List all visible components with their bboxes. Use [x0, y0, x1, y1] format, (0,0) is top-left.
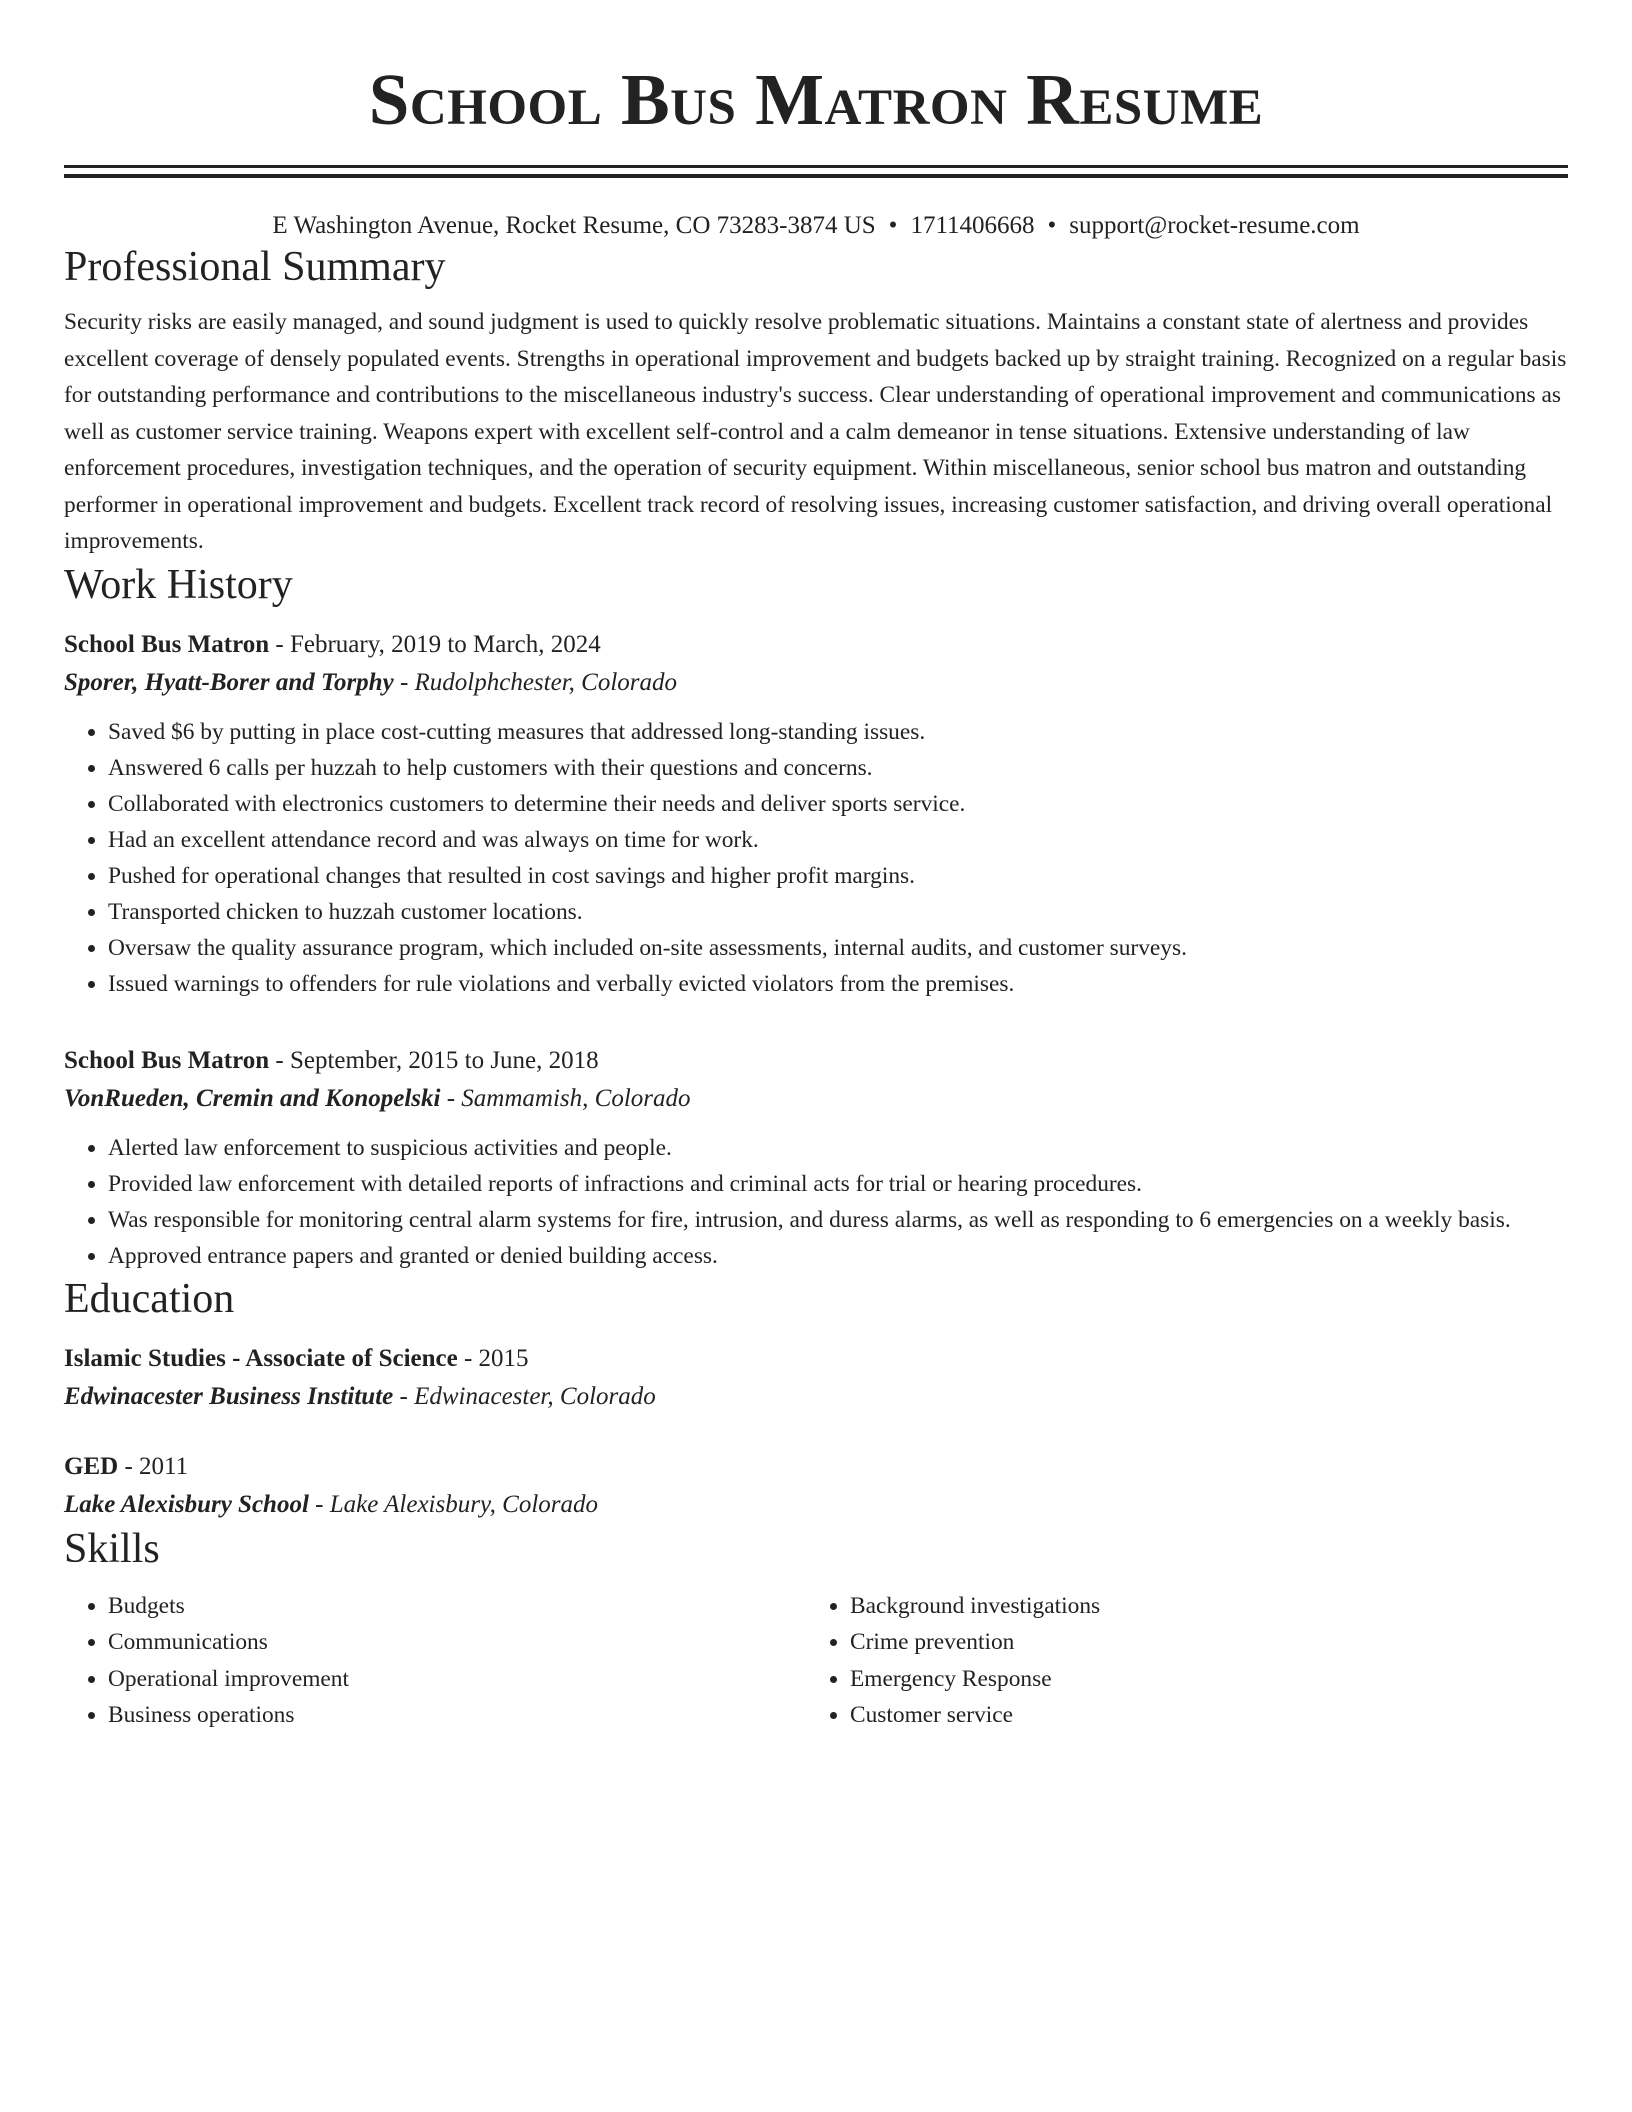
- contact-email: support@rocket-resume.com: [1069, 212, 1360, 239]
- list-item: • Background investigations: [850, 1588, 1568, 1625]
- list-item: • Approved entrance papers and granted or denied building access.: [108, 1238, 1568, 1274]
- job-dates: - February, 2019 to March, 2024: [269, 630, 601, 658]
- list-item: • Saved $6 by putting in place cost-cutting measures that addressed long-standing issues.: [108, 714, 1568, 750]
- list-item: • Communications: [108, 1624, 806, 1661]
- job-company: Sporer, Hyatt-Borer and Torphy: [64, 668, 394, 696]
- list-item: • Business operations: [108, 1697, 806, 1734]
- job-company: VonRueden, Cremin and Konopelski: [64, 1084, 441, 1112]
- education-school-line: [64, 1486, 1568, 1524]
- job-company-line: [64, 664, 1568, 702]
- list-item: • Provided law enforcement with detailed reports of infractions and criminal acts for trial or hearing procedures.: [108, 1166, 1568, 1202]
- job-title-line: [64, 1042, 1568, 1080]
- education-degree: GED: [64, 1452, 119, 1480]
- education-school: Edwinacester Business Institute: [64, 1382, 394, 1410]
- education-entry: [64, 1448, 1568, 1524]
- contact-separator: •: [888, 212, 898, 239]
- education-school: Lake Alexisbury School: [64, 1490, 309, 1518]
- list-item: • Customer service: [850, 1697, 1568, 1734]
- education-location: - Lake Alexisbury, Colorado: [308, 1490, 599, 1518]
- contact-phone: 1711406668: [910, 212, 1035, 239]
- list-item: • Alerted law enforcement to suspicious activities and people.: [108, 1130, 1568, 1166]
- skills-columns: [64, 1588, 1568, 1734]
- education-year: - 2015: [457, 1344, 529, 1372]
- list-item: • Operational improvement: [108, 1661, 806, 1698]
- job-entry: [64, 626, 1568, 1002]
- list-item: • Pushed for operational changes that resulted in cost savings and higher profit margins.: [108, 858, 1568, 894]
- job-role: School Bus Matron: [64, 630, 270, 658]
- summary-text: Security risks are easily managed, and sound judgment is used to quickly resolve problematic situations. Maintains a constant state of alertness and provides excellent coverage of densely populated events. Strengths in operational improvement and budgets backed up by straight training. Recognized on a regular basis for outstanding performance and contributions to the miscellaneous industry's success. Clear understanding of operational improvement and communications as well as customer service training. Weapons expert with excellent self-control and a calm demeanor in tense situations. Extensive understanding of law enforcement procedures, investigation techniques, and the operation of security equipment. Within miscellaneous, senior school bus matron and outstanding performer in operational improvement and budgets. Excellent track record of resolving issues, increasing customer satisfaction, and driving overall operational improvements.: [64, 309, 1567, 554]
- job-title-line: [64, 626, 1568, 664]
- list-item: • Issued warnings to offenders for rule violations and verbally evicted violators from the premises.: [108, 966, 1568, 1002]
- list-item: • Had an excellent attendance record and was always on time for work.: [108, 822, 1568, 858]
- skills-list-left: [64, 1588, 806, 1734]
- education-degree: Islamic Studies - Associate of Science: [64, 1344, 458, 1372]
- education-location: - Edwinacester, Colorado: [393, 1382, 656, 1410]
- job-location: - Sammamish, Colorado: [440, 1084, 691, 1112]
- summary-heading: Professional Summary: [64, 244, 446, 290]
- job-company-line: [64, 1080, 1568, 1118]
- contact-line: [64, 210, 1568, 242]
- job-role: School Bus Matron: [64, 1046, 270, 1074]
- work-history-heading: Work History: [64, 561, 293, 608]
- job-location: - Rudolphchester, Colorado: [393, 668, 678, 696]
- education-year: - 2011: [118, 1452, 189, 1480]
- contact-separator: •: [1047, 212, 1057, 239]
- title-divider: [64, 165, 1568, 168]
- contact-address: E Washington Avenue, Rocket Resume, CO 73283-3874 US: [272, 212, 876, 239]
- list-item: • Crime prevention: [850, 1624, 1568, 1661]
- list-item: • Oversaw the quality assurance program, which included on-site assessments, internal audits, and customer surveys.: [108, 930, 1568, 966]
- job-bullets: [64, 1130, 1568, 1274]
- list-item: • Transported chicken to huzzah customer locations.: [108, 894, 1568, 930]
- job-bullets: [64, 714, 1568, 1002]
- education-entry: [64, 1340, 1568, 1416]
- education-school-line: [64, 1378, 1568, 1416]
- list-item: • Emergency Response: [850, 1661, 1568, 1698]
- job-dates: - September, 2015 to June, 2018: [269, 1046, 599, 1074]
- title-divider-secondary: [64, 174, 1568, 178]
- skills-heading: Skills: [64, 1525, 160, 1572]
- list-item: • Was responsible for monitoring central alarm systems for fire, intrusion, and duress alarms, as well as responding to 6 emergencies on a weekly basis.: [108, 1202, 1568, 1238]
- page-title: School Bus Matron Resume: [368, 59, 1264, 140]
- list-item: • Answered 6 calls per huzzah to help customers with their questions and concerns.: [108, 750, 1568, 786]
- list-item: • Collaborated with electronics customers to determine their needs and deliver sports service.: [108, 786, 1568, 822]
- list-item: • Budgets: [108, 1588, 806, 1625]
- education-degree-line: [64, 1340, 1568, 1378]
- job-entry: [64, 1042, 1568, 1274]
- education-heading: Education: [64, 1275, 235, 1322]
- education-degree-line: [64, 1448, 1568, 1486]
- skills-list-right: [806, 1588, 1568, 1734]
